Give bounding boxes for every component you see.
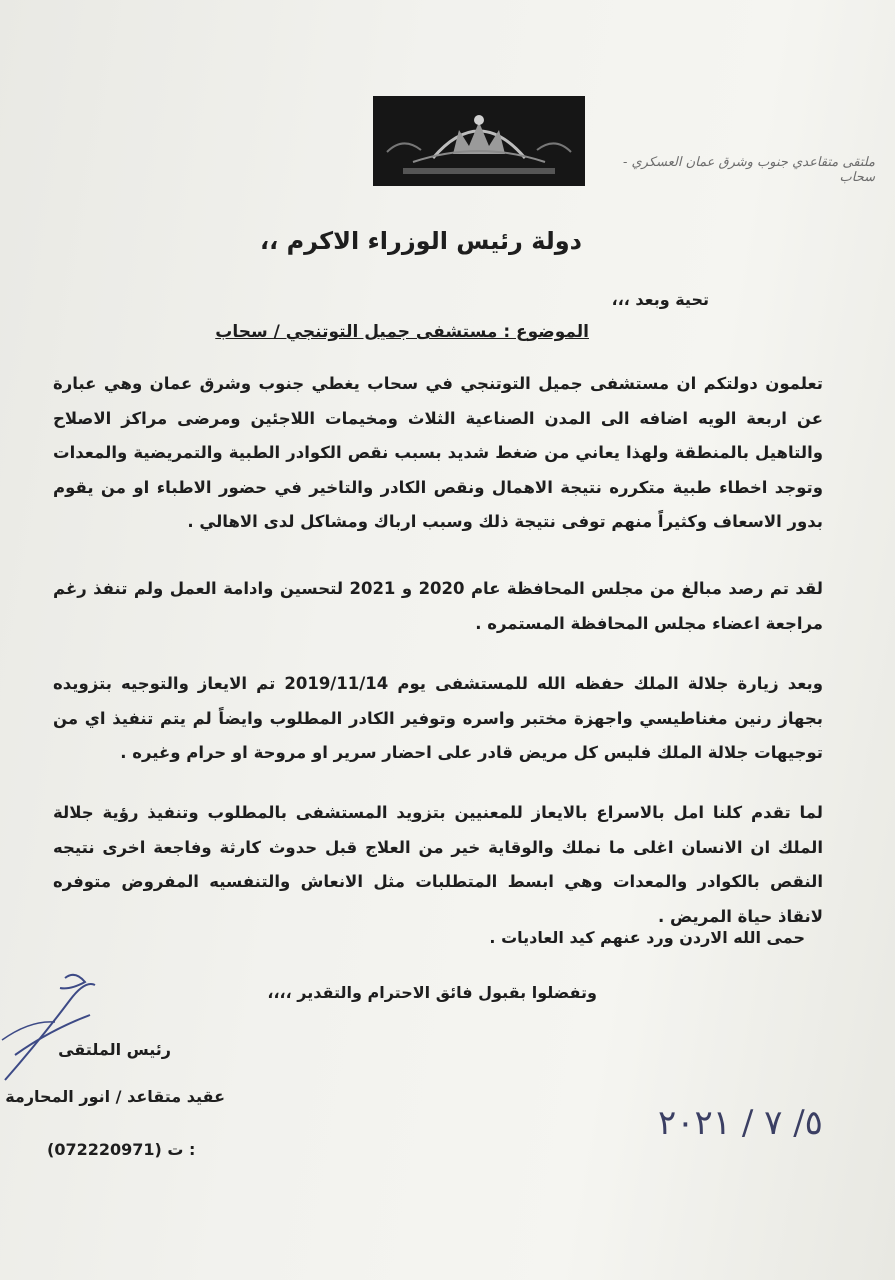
closing-line: وتفضلوا بقبول فائق الاحترام والتقدير ،،،، [267, 983, 597, 1002]
phone-number: (072220971) [47, 1140, 162, 1159]
handwritten-signature-icon [0, 960, 110, 1090]
handwritten-letterhead: ملتقى متقاعدي جنوب وشرق عمان العسكري - سحاب [622, 155, 875, 185]
signatory-name: عقيد متقاعد / انور المحارمة [5, 1087, 225, 1106]
paragraph-royal-visit: وبعد زيارة جلالة الملك حفظه الله للمستشفى يوم 2019/11/14 تم الايعاز والتوجيه بتزويده بجهاز رنين مغناطيسي واجهزة مختبر واسره وتوفير الكادر المطلوب وايضاً لم يتم تنفيذ اي من توجيهات جلالة الملك فليس كل مريض قادر على احضار سرير او مروحة او حرام وغيره . [53, 674, 823, 762]
signatory-title: رئيس الملتقى [58, 1040, 171, 1059]
paragraph-hospital-situation: تعلمون دولتكم ان مستشفى جميل التوتنجي في سحاب يغطي جنوب وشرق عمان وهي عبارة عن اربعة الويه اضافه الى المدن الصناعية الثلاث ومخيمات اللاجئين ومرضى مراكز الاصلاح والتاهيل بالمنطقة ولهذا يعاني من ضغط شديد بسبب نقص الكوادر الطبية والتمريضية والمعدات وتوجد اخطاء طبية متكرره نتيجة الاهمال ونقص الكادر والتاخير في حضور الاطباء او من يقوم بدور الاسعاف وكثيراً منهم توفى نتيجة ذلك وسبب ارباك ومشاكل لدى الاهالي . [53, 374, 823, 531]
crown-emblem-icon [373, 96, 585, 186]
paragraph-council-funds: لقد تم رصد مبالغ من مجلس المحافظة عام 2020 و 2021 لتحسين وادامة العمل ولم تنفذ رغم مراجعة اعضاء مجلس المحافظة المستمره . [53, 579, 824, 633]
subject-line: الموضوع : مستشفى جميل التوتنجي / سحاب [215, 322, 589, 342]
paragraph-request: لما تقدم كلنا امل بالاسراع بالايعاز للمعنيين بتزويد المستشفى بالمطلوب وتنفيذ رؤية جلالة الملك ان الانسان اغلى ما نملك والوقاية خير من العلاج قبل حدوث كارثة وفاجعة اخرى نتيجه النقص بالكوادر والمعدات وهي ابسط المتطلبات مثل الانعاش والتنفسيه المفروض متوفره لانقاذ حياة المريض . [53, 803, 823, 926]
handwritten-date: ٥/ ٧ / ٢٠٢١ [658, 1103, 823, 1143]
greeting: تحية وبعد ،،، [611, 290, 709, 309]
prayer-line: حمى الله الاردن ورد عنهم كيد العاديات . [489, 928, 805, 947]
crown-emblem-logo [373, 96, 585, 186]
phone-line [47, 1140, 195, 1159]
phone-label: ت : [167, 1140, 196, 1159]
addressee: دولة رئيس الوزراء الاكرم ،، [260, 227, 582, 255]
